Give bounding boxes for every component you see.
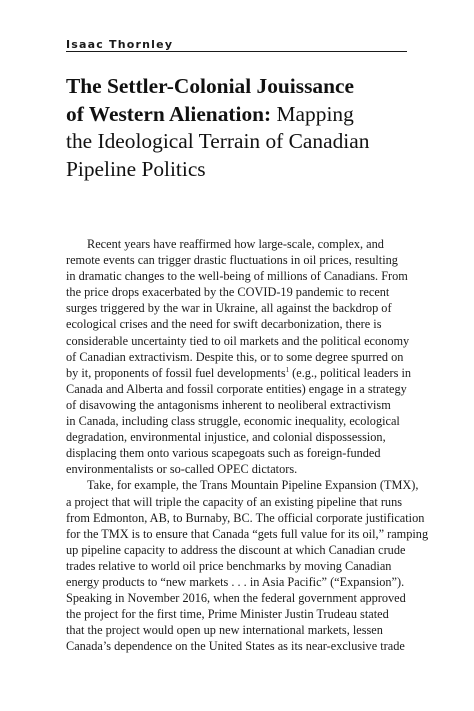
title-regular-part: Mapping	[271, 101, 354, 126]
text-line: for the TMX is to ensure that Canada “gets full value for its oil,” ramping	[66, 526, 429, 541]
chapter-title	[66, 73, 426, 183]
title-bold-part: The Settler-Colonial Jouissance	[66, 74, 354, 98]
text-line: ecological crises and the need for swift decarbonization, there is	[66, 317, 382, 332]
text-line: Canada’s dependence on the United States as its near-exclusive trade	[66, 639, 405, 654]
text-line: of disavowing the antagonisms inherent to neoliberal extractivism	[66, 397, 391, 412]
text-line: the project for the first time, Prime Minister Justin Trudeau stated	[66, 607, 389, 622]
title-line	[66, 101, 426, 129]
title-line	[66, 156, 426, 184]
text-line: trades relative to world oil price benchmarks by moving Canadian	[66, 558, 392, 573]
text-line: displacing them onto various scapegoats such as foreign-funded	[66, 446, 381, 461]
paragraph-1	[66, 236, 410, 477]
text-line: that the project would open up new international markets, lessen	[66, 623, 383, 638]
body-text	[66, 236, 429, 654]
text-line-with-footnote	[66, 365, 410, 381]
header-rule	[66, 51, 407, 52]
text-line: the price drops exacerbated by the COVID-19 pandemic to recent	[66, 285, 390, 300]
text-line: Recent years have reaffirmed how large-scale, complex, and	[87, 237, 384, 251]
text-line: environmentalists or so-called OPEC dictators.	[66, 462, 298, 477]
text-segment: (e.g., political leaders in	[289, 365, 412, 380]
text-line: from Edmonton, AB, to Burnaby, BC. The official corporate justification	[66, 510, 425, 525]
paragraph-2	[66, 477, 429, 654]
running-head-author: Isaac Thornley	[66, 38, 174, 51]
text-line: in Canada, including class struggle, economic inequality, ecological	[66, 414, 400, 429]
text-line: in dramatic changes to the well-being of millions of Canadians. From	[66, 269, 408, 284]
text-line: surges triggered by the war in Ukraine, all against the backdrop of	[66, 301, 392, 316]
footnote-marker[interactable]: 1	[285, 365, 290, 374]
text-line: Speaking in November 2016, when the federal government approved	[66, 591, 406, 606]
text-line: considerable uncertainty tied to oil markets and the political economy	[66, 333, 410, 348]
text-line: degradation, environmental injustice, and colonial dispossession,	[66, 430, 386, 445]
title-line	[66, 128, 426, 156]
title-bold-part: of Western Alienation:	[66, 101, 272, 126]
text-segment: by it, proponents of fossil fuel developments	[66, 365, 286, 380]
title-regular-part: Pipeline Politics	[66, 156, 206, 181]
title-line	[66, 73, 426, 101]
text-line: remote events can trigger drastic fluctuations in oil prices, resulting	[66, 253, 398, 268]
title-regular-part: the Ideological Terrain of Canadian	[66, 129, 370, 153]
text-line: of Canadian extractivism. Despite this, or to some degree spurred on	[66, 349, 404, 364]
text-line: Take, for example, the Trans Mountain Pipeline Expansion (TMX),	[87, 478, 419, 493]
text-line: up pipeline capacity to address the discount at which Canadian crude	[66, 542, 406, 557]
text-line: a project that will triple the capacity of an existing pipeline that runs	[66, 494, 403, 509]
text-line: energy products to “new markets . . . in Asia Pacific” (“Expansion”).	[66, 574, 405, 589]
text-line: Canada and Alberta and fossil corporate entities) engage in a strategy	[66, 381, 407, 396]
